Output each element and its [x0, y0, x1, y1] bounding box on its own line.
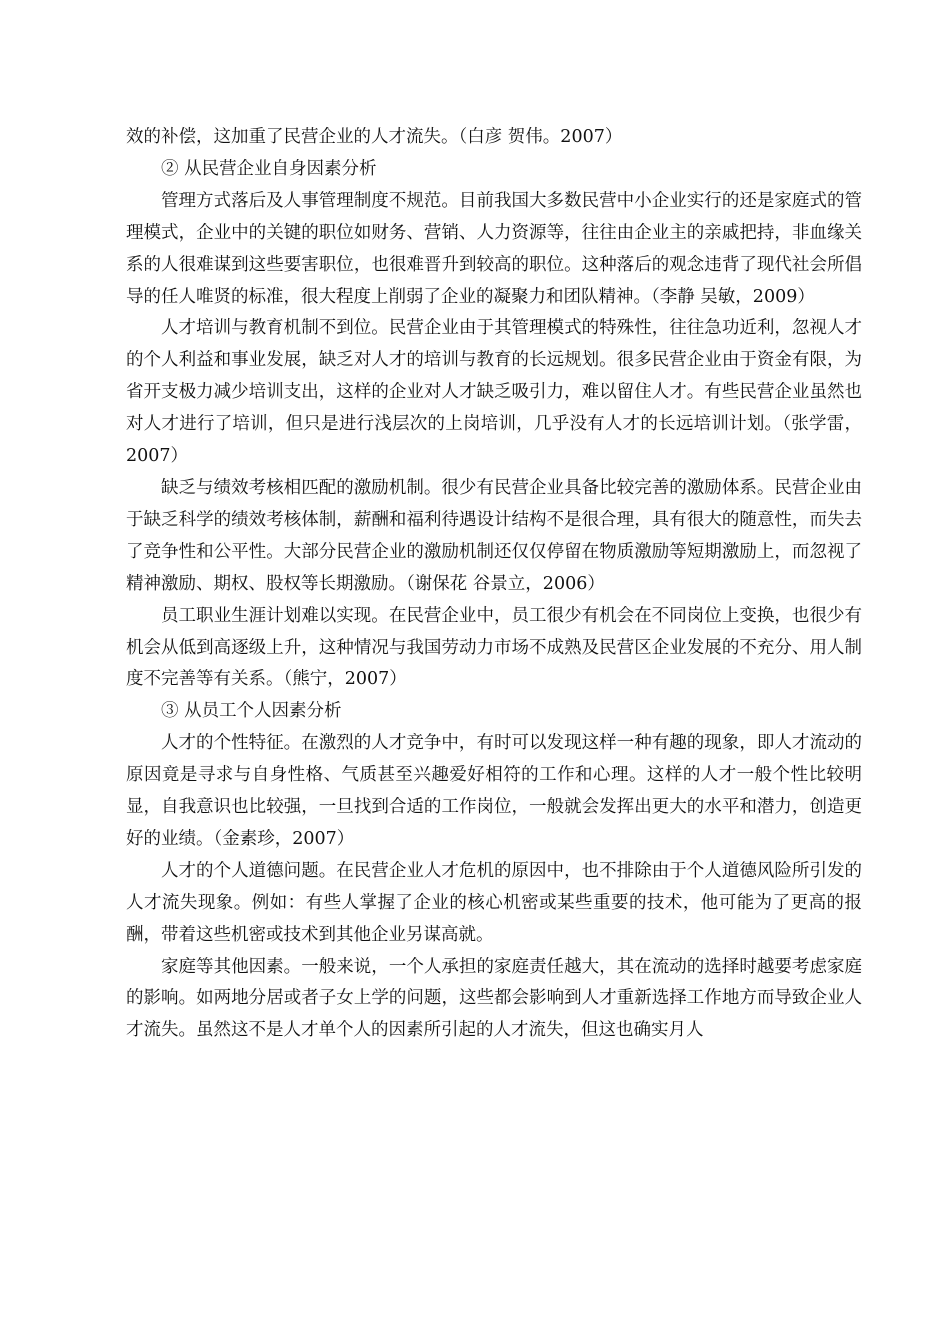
paragraph-continued: 效的补偿，这加重了民营企业的人才流失。（白彦 贺伟。2007） [126, 127, 623, 147]
paragraph-personality: 人才的个性特征。在激烈的人才竞争中，有时可以发现这样一种有趣的现象，即人才流动的原因竟是寻求与自身性格、气质甚至兴趣爱好相符的工作和心理。这样的人才一般个性比较明显，自我意识也比较强，一旦找到合适的工作岗位，一般就会发挥出更大的水平和潜力，创造更好的业绩。（金素珍，2007） [126, 733, 862, 849]
section-heading-enterprise-factors: ② 从民营企业自身因素分析 [161, 158, 377, 179]
section-heading-personal-factors: ③ 从员工个人因素分析 [161, 701, 342, 722]
document-page [126, 122, 862, 1047]
paragraph-training-mechanism: 人才培训与教育机制不到位。民营企业由于其管理模式的特殊性，往往急功近利，忽视人才的个人利益和事业发展，缺乏对人才的培训与教育的长远规划。很多民营企业由于资金有限，为省开支极力减少培训支出，这样的企业对人才缺乏吸引力，难以留住人才。有些民营企业虽然也对人才进行了培训，但只是进行浅层次的上岗培训，几乎没有人才的长远培训计划。（张学雷，2007） [126, 318, 862, 467]
paragraph-career-planning: 员工职业生涯计划难以实现。在民营企业中，员工很少有机会在不同岗位上变换，也很少有机会从低到高逐级上升，这种情况与我国劳动力市场不成熟及民营区企业发展的不充分、用人制度不完善等有关系。（熊宁，2007） [126, 605, 862, 690]
paragraph-family-factors: 家庭等其他因素。一般来说，一个人承担的家庭责任越大，其在流动的选择时越要考虑家庭的影响。如两地分居或者子女上学的问题，这些都会影响到人才重新选择工作地方而导致企业人才流失。虽然这不是人才单个人的因素所引起的人才流失，但这也确实月人 [126, 956, 862, 1041]
paragraph-ethics: 人才的个人道德问题。在民营企业人才危机的原因中，也不排除由于个人道德风险所引发的人才流失现象。例如：有些人掌握了企业的核心机密或某些重要的技术，他可能为了更高的报酬，带着这些机密或技术到其他企业另谋高就。 [126, 860, 862, 945]
paragraph-management-style: 管理方式落后及人事管理制度不规范。目前我国大多数民营中小企业实行的还是家庭式的管理模式，企业中的关键的职位如财务、营销、人力资源等，往往由企业主的亲戚把持，非血缘关系的人很难谋到这些要害职位，也很难晋升到较高的职位。这种落后的观念违背了现代社会所倡导的任人唯贤的标准，很大程度上削弱了企业的凝聚力和团队精神。（李静 吴敏，2009） [126, 190, 862, 307]
paragraph-incentive-mechanism: 缺乏与绩效考核相匹配的激励机制。很少有民营企业具备比较完善的激励体系。民营企业由于缺乏科学的绩效考核体制，薪酬和福利待遇设计结构不是很合理，具有很大的随意性，而失去了竞争性和公平性。大部分民营企业的激励机制还仅仅停留在物质激励等短期激励上，而忽视了精神激励、期权、股权等长期激励。（谢保花 谷景立，2006） [126, 477, 862, 594]
